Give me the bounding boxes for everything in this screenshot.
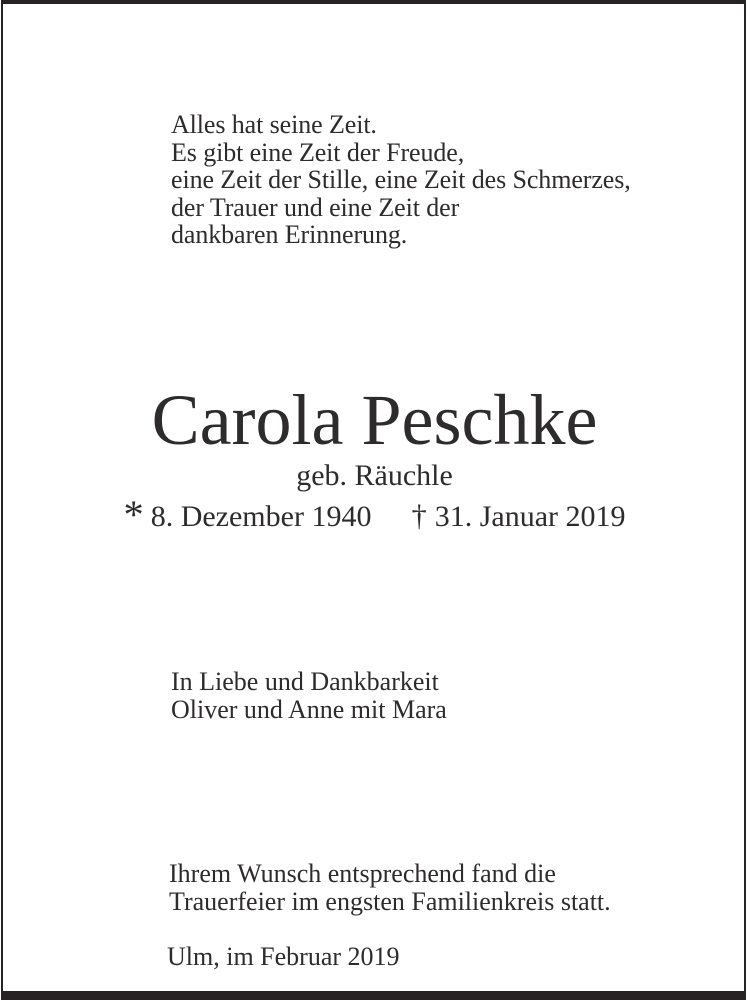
verse-line: Es gibt eine Zeit der Freude, [171,137,465,167]
funeral-line: Trauerfeier im engsten Familienkreis statt. [169,886,611,916]
death-cross-symbol: † [411,499,427,533]
maiden-name: geb. Räuchle [296,459,453,492]
verse-line: eine Zeit der Stille, eine Zeit des Schmerzes, [171,165,631,195]
verse-line: dankbaren Erinnerung. [171,220,408,250]
verse-line: der Trauer und eine Zeit der [171,192,460,222]
family-line: In Liebe und Dankbarkeit [171,667,439,696]
opening-verse [171,111,631,249]
verse-line: Alles hat seine Zeit. [171,110,377,139]
birth-date-text: 8. Dezember 1940 [150,500,372,533]
life-dates [0,492,749,538]
funeral-note [169,860,611,915]
funeral-line: Ihrem Wunsch entsprechend fand die [169,859,556,888]
family-line: Oliver und Anne mit Mara [171,694,447,724]
death-date [411,500,625,533]
place-date: Ulm, im Februar 2019 [167,942,400,971]
birth-date: * 8. Dezember 1940 [123,492,372,538]
deceased-name: Carola Peschke [151,380,598,460]
death-date-text: 31. Januar 2019 [434,500,626,533]
family-message [171,668,447,723]
